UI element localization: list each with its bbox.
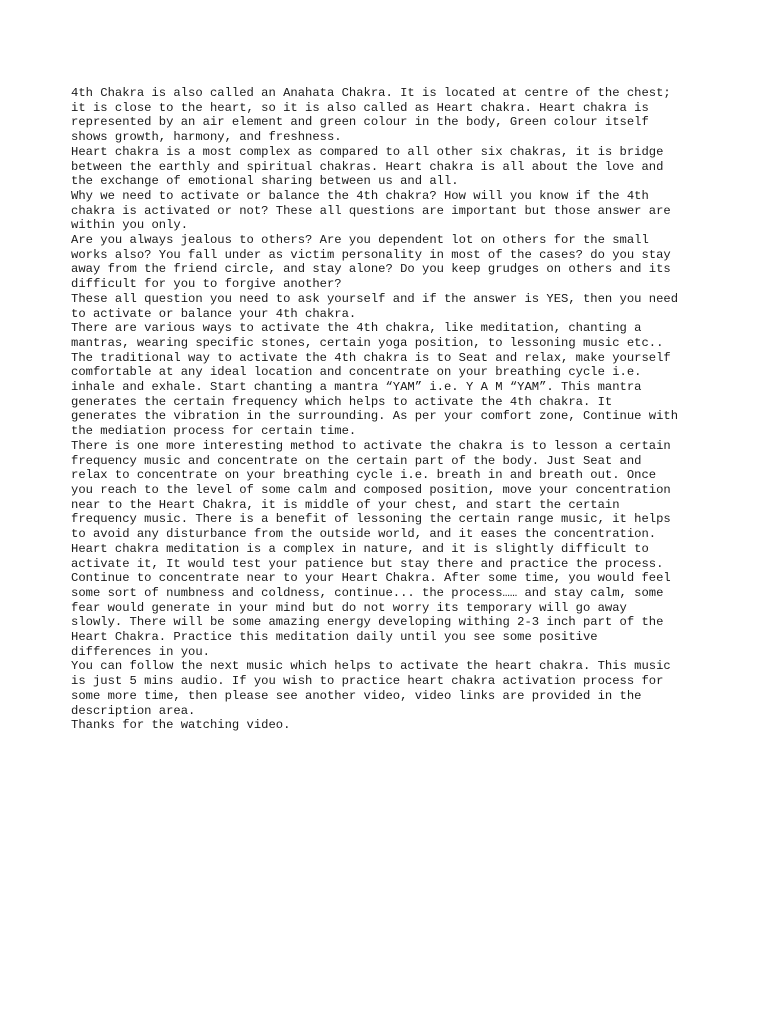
paragraph-answer-yes: These all question you need to ask yourself and if the answer is YES, then you need to activate or balance your 4th chakra. xyxy=(71,291,679,321)
document-body xyxy=(71,86,711,733)
paragraph-various-ways: There are various ways to activate the 4th chakra, like meditation, chanting a mantras, wearing specific stones, certain yoga position, to lessoning music etc.. xyxy=(71,321,664,350)
paragraph-anahata-intro: 4th Chakra is also called an Anahata Chakra. It is located at centre of the chest; it is close to the heart, so it is also called as Heart chakra. Heart chakra is represented by an air element and green colour in the body, Green colour itself shows growth, harmony, and freshness. xyxy=(71,86,671,145)
paragraph-self-questions: Are you always jealous to others? Are you dependent lot on others for the small works also? You fall under as victim personality in most of the cases? do you stay away from the friend circle, and stay alone? Do you keep grudges on others and its difficult for you to forgive another? xyxy=(71,233,671,292)
paragraph-complexity: Heart chakra is a most complex as compared to all other six chakras, it is bridge between the earthly and spiritual chakras. Heart chakra is all about the love and the exchange of emotional sharing between us and all. xyxy=(71,144,664,189)
paragraph-thanks: Thanks for the watching video. xyxy=(71,718,291,733)
paragraph-frequency-music: There is one more interesting method to activate the chakra is to lesson a certain frequency music and concentrate on the certain part of the body. Just Seat and relax to concentrate on your breathing cycle i.e. breath in and breath out. Once you reach to the level of some calm and composed position, move your concentration near to the Heart Chakra, it is middle of your chest, and start the certain frequency music. There is a benefit of lessoning the certain range music, it helps to avoid any disturbance from the outside world, and it eases the concentration. xyxy=(71,438,671,542)
paragraph-traditional-way: The traditional way to activate the 4th chakra is to Seat and relax, make yourself comfortable at any ideal location and concentrate on your breathing cycle i.e. inhale and exhale. Start chanting a mantra “YAM” i.e. Y A M “YAM”. This mantra generates the certain frequency which helps to activate the 4th chakra. It generates the vibration in the surrounding. As per your comfort zone, Continue with the mediation process for certain time. xyxy=(71,350,679,439)
paragraph-next-music: You can follow the next music which helps to activate the heart chakra. This music is just 5 mins audio. If you wish to practice heart chakra activation process for some more time, then please see another video, video links are provided in the description area. xyxy=(71,659,671,718)
paragraph-meditation-complexity: Heart chakra meditation is a complex in nature, and it is slightly difficult to activate it, It would test your patience but stay there and practice the process. Continue to concentrate near to your Heart Chakra. After some time, you would feel some sort of numbness and coldness, continue... the process…… and stay calm, some fear would generate in your mind but do not worry its temporary will go away slowly. There will be some amazing energy developing withing 2-3 inch part of the Heart Chakra. Practice this meditation daily until you see some positive differences in you. xyxy=(71,541,671,659)
paragraph-why-activate: Why we need to activate or balance the 4th chakra? How will you know if the 4th chakra is activated or not? These all questions are important but those answer are within you only. xyxy=(71,188,671,233)
